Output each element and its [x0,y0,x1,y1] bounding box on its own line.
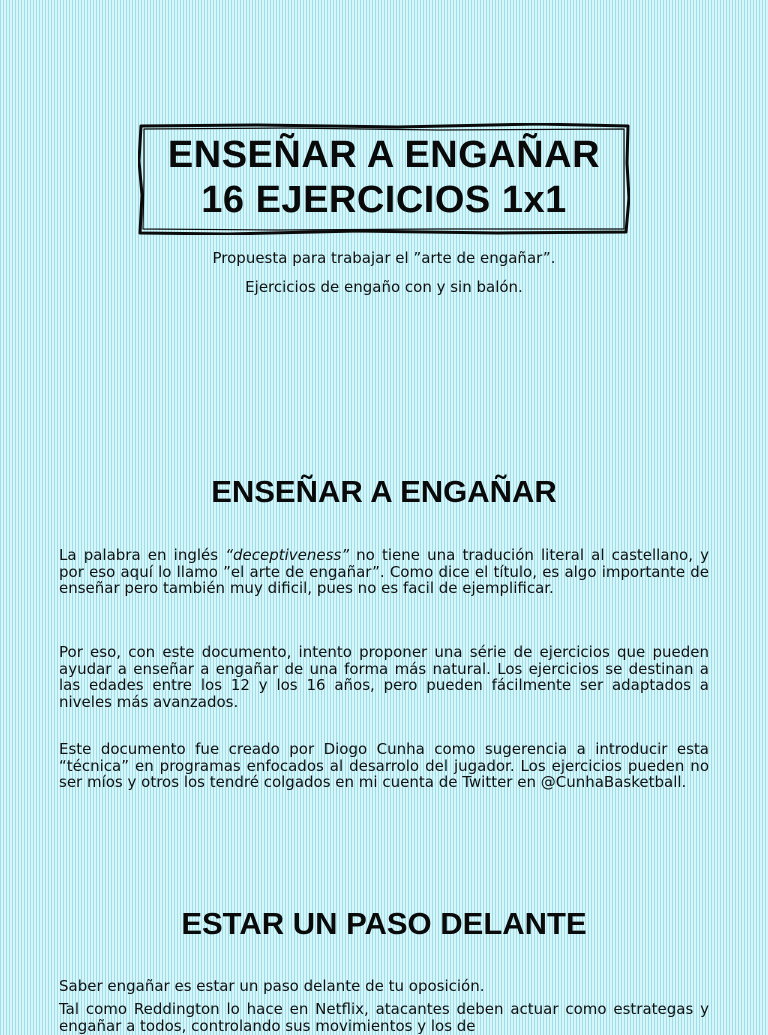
section-heading-paso-delante: ESTAR UN PASO DELANTE [181,906,587,941]
title-line-2: 16 EJERCICIOS 1x1 [201,179,567,221]
title-line-1: ENSEÑAR A ENGAÑAR [167,134,601,176]
document-title [138,133,630,223]
term-deceptiveness: “deceptiveness” [225,546,350,564]
subtitle-line-1: Propuesta para trabajar el ”arte de engañar”. [212,249,556,267]
section-heading-ensenar: ENSEÑAR A ENGAÑAR [211,474,557,509]
paragraph-paso-delante-2: Tal como Reddington lo hace en Netflix, atacantes deben actuar como estrategas y engañar a todos, controlando sus movimientos y los de [59,1000,709,1035]
paragraph-author: Este documento fue creado por Diogo Cunha como sugerencia a introducir esta “técnica” en programas enfocados al desarrolo del jugador. Los ejercicios pueden no ser míos y otros los tendré colgados en mi cuenta de Twitter en @CunhaBasketball. [59,740,709,791]
paragraph-paso-delante-1: Saber engañar es estar un paso delante de tu oposición. [59,977,485,995]
paragraph-text: La palabra en inglés [59,546,226,564]
subtitle-line-2: Ejercicios de engaño con y sin balón. [245,278,523,296]
title-box [138,123,630,235]
paragraph-deceptiveness [59,547,709,597]
paragraph-text: no tiene una tradución literal al castellano, y por eso aquí lo llamo ”el arte de engañar”. Como dice el título, es algo importante de enseñar pero también muy dificil, pues no es facil de ejemplificar. [59,546,709,597]
paragraph-proposal: Por eso, con este documento, intento proponer una série de ejercicios que pueden ayudar a enseñar a engañar de una forma más natural. Los ejercicios se destinan a las edades entre los 12 y los 16 años, pero pueden fácilmente ser adaptados a niveles más avanzados. [59,643,709,711]
